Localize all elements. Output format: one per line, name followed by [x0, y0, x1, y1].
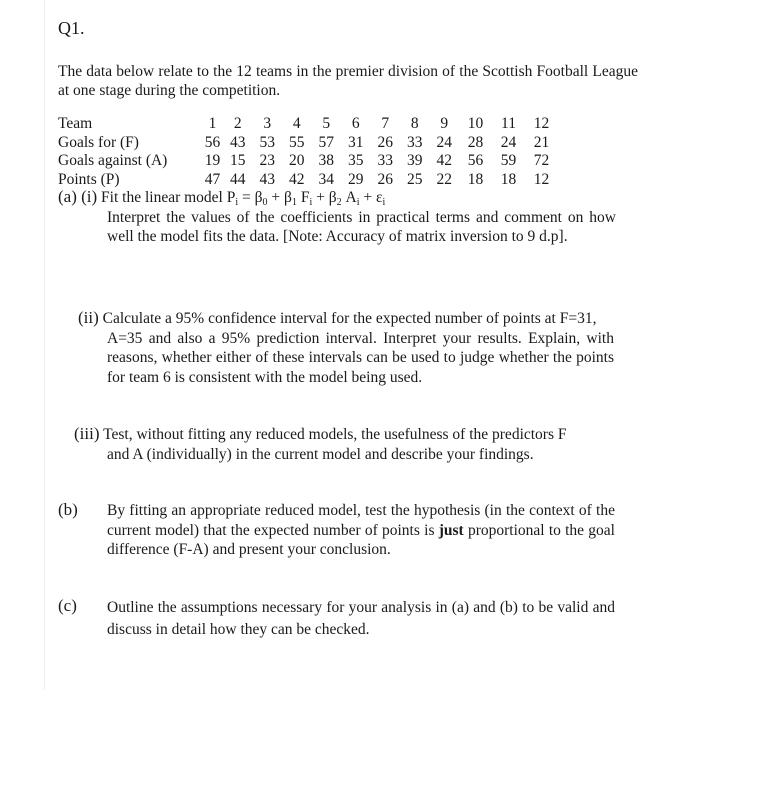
row-label: Goals against (A) [58, 152, 168, 169]
formula-prefix: Fit the linear model [101, 189, 223, 206]
table-cell: 56 [467, 152, 484, 169]
intro-paragraph: The data below relate to the 12 teams in the premier division of the Scottish Football League at one stage during the competition. [58, 63, 638, 99]
table-cell: 25 [407, 170, 423, 188]
part-a-ii-line1: Calculate a 95% confidence interval for the expected number of points at F=31, [102, 310, 597, 327]
part-b-marker: (b) [58, 500, 78, 519]
table-cell: 26 [377, 133, 393, 151]
table-cell: 12 [533, 115, 550, 132]
table-cell: 23 [259, 152, 275, 169]
table-cell: 28 [467, 133, 484, 151]
row-label: Team [58, 115, 93, 132]
table-cell: 42 [289, 170, 305, 188]
part-a-ii [78, 308, 614, 387]
part-a-i [58, 187, 618, 247]
table-cell: 11 [501, 115, 516, 132]
table-cell: 31 [348, 133, 364, 151]
row-label: Points (P) [58, 170, 120, 188]
table-cell: 55 [289, 133, 305, 151]
table-cell: 29 [348, 170, 364, 188]
table-cell: 34 [318, 170, 334, 188]
table-cell: 3 [263, 115, 272, 132]
table-cell: 44 [230, 170, 246, 188]
part-c-text: Outline the assumptions necessary for your analysis in (a) and (b) to be valid and discuss in detail how they can be checked. [107, 599, 615, 638]
data-table [58, 115, 558, 189]
table-cell: 72 [533, 152, 550, 169]
linear-model-formula: $P_i = \beta_0 + \beta_1$ $F_i + \beta_2$ $A_i + \varepsilon_i$ [226, 189, 386, 208]
table-cell: 56 [204, 133, 221, 151]
table-cell: 1 [208, 115, 217, 132]
table-cell: 53 [259, 133, 275, 151]
table-cell: 12 [533, 170, 550, 188]
table-row [58, 134, 558, 153]
table-cell: 18 [500, 170, 517, 188]
table-cell: 4 [292, 115, 301, 132]
part-a-iii-marker: (iii) [74, 424, 100, 443]
page-margin-line [44, 0, 45, 690]
table-cell: 24 [436, 133, 452, 151]
table-cell: 24 [500, 133, 517, 151]
table-row [58, 152, 558, 171]
table-cell: 42 [436, 152, 452, 169]
table-row [58, 115, 558, 134]
table-cell: 20 [289, 152, 305, 169]
table-cell: 43 [259, 170, 275, 188]
table-cell: 22 [436, 170, 452, 188]
question-number: Q1. [58, 18, 85, 38]
table-cell: 2 [233, 115, 242, 132]
table-cell: 39 [407, 152, 423, 169]
part-a-iii-text: and A (individually) in the current model and describe your findings. [107, 445, 534, 463]
table-cell: 26 [377, 170, 393, 188]
table-cell: 21 [533, 133, 550, 151]
table-cell: 18 [467, 170, 484, 188]
table-cell: 15 [230, 152, 246, 169]
part-a-ii-marker: (ii) [78, 308, 99, 327]
table-cell: 59 [500, 152, 517, 169]
table-cell: 33 [407, 133, 423, 151]
table-cell: 33 [377, 152, 393, 169]
table-cell: 38 [318, 152, 334, 169]
table-cell: 19 [204, 152, 221, 169]
table-cell: 5 [322, 115, 331, 132]
table-cell: 57 [318, 133, 334, 151]
table-cell: 10 [467, 115, 484, 132]
part-c-marker: (c) [58, 596, 77, 615]
table-cell: 6 [351, 115, 360, 132]
row-label: Goals for (F) [58, 133, 139, 151]
table-cell: 43 [230, 133, 246, 151]
part-a-ii-text: A=35 and also a 95% prediction interval. Interpret your results. Explain, with reasons, whether either of these intervals can be used to judge whether the points for team 6 is consistent with the model being used. [107, 329, 614, 386]
table-cell: 7 [381, 115, 390, 132]
part-a-iii-line1: Test, without fitting any reduced models, the usefulness of the predictors F [103, 426, 567, 443]
table-cell: 47 [204, 170, 221, 188]
part-a-iii [74, 424, 614, 464]
part-a-marker: (a) (i) [58, 187, 98, 206]
table-cell: 8 [410, 115, 419, 132]
part-b-text: By fitting an appropriate reduced model, test the hypothesis (in the context of the current model) that the expected number of points is just proportional to the goal difference (F-A) and present your conclusion. [107, 502, 615, 558]
part-a-i-text: Interpret the values of the coefficients in practical terms and comment on how well the model fits the data. [Note: Accuracy of matrix inversion to 9 d.p]. [107, 208, 616, 245]
table-cell: 35 [348, 152, 364, 169]
table-cell: 9 [440, 115, 449, 132]
